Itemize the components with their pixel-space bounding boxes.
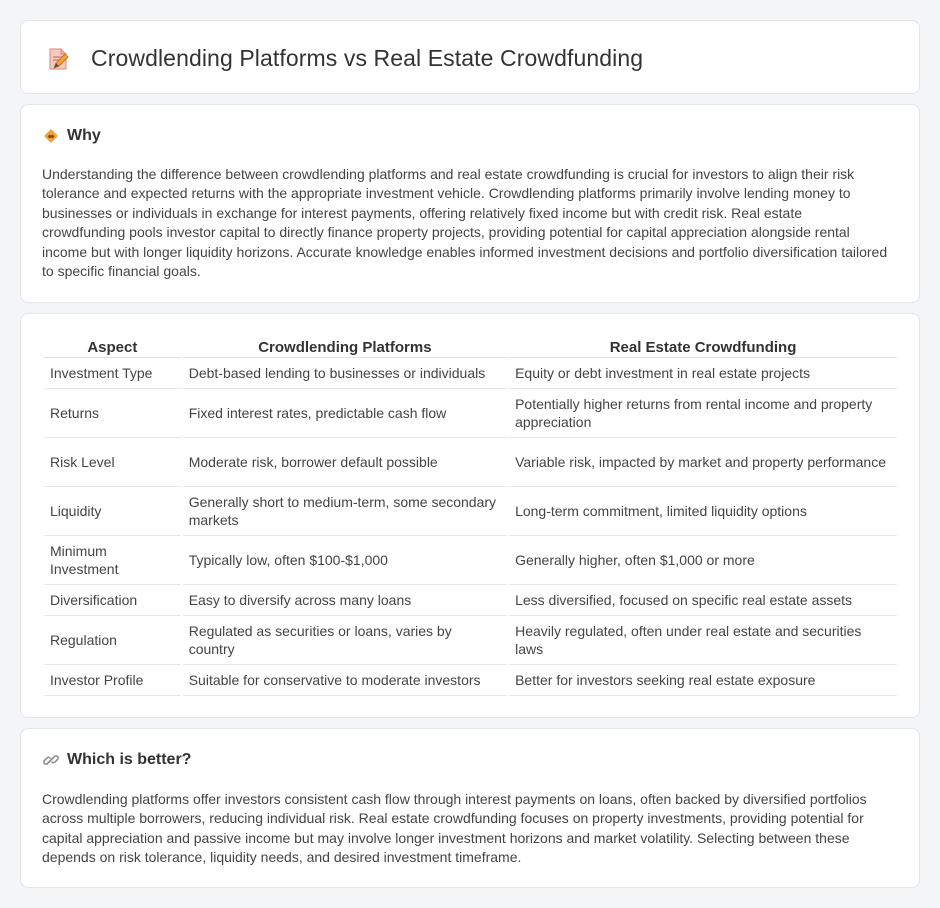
cell-real-estate: Heavily regulated, often under real estate and securities laws xyxy=(509,616,897,665)
cell-crowdlending: Typically low, often $100-$1,000 xyxy=(183,536,507,585)
table-row xyxy=(44,585,897,616)
cell-crowdlending: Fixed interest rates, predictable cash flow xyxy=(183,389,507,438)
cell-crowdlending: Suitable for conservative to moderate investors xyxy=(183,665,507,696)
why-text: Understanding the difference between crowdlending platforms and real estate crowdfunding is crucial for investors to align their risk tolerance and expected returns with the appropriate investment vehicle. Crowdlending platforms primarily involve lending money to businesses or individuals in exchange for interest payments, offering relatively fixed income but with credit risk. Real estate crowdfunding pools investor capital to directly finance property projects, providing potential for capital appreciation alongside rental income but with longer liquidity horizons. Accurate knowledge enables informed investment decisions and portfolio diversification tailored to specific financial goals. xyxy=(42,166,888,280)
which-text: Crowdlending platforms offer investors consistent cash flow through interest payments on loans, often backed by diversified portfolios across multiple borrowers, reducing individual risk. Real estate crowdfunding focuses on property investments, providing potential for capital appreciation and passive income but may involve longer investment horizons and market volatility. Selecting between these depends on risk tolerance, liquidity needs, and desired investment timeframe. xyxy=(42,791,867,866)
title-row xyxy=(45,45,643,72)
cell-aspect: Investor Profile xyxy=(44,665,181,696)
why-heading xyxy=(43,127,101,145)
cell-real-estate: Equity or debt investment in real estate projects xyxy=(509,358,897,389)
cell-real-estate: Variable risk, impacted by market and property performance xyxy=(509,438,897,487)
cell-aspect: Minimum Investment xyxy=(44,536,181,585)
table-row xyxy=(44,665,897,696)
table-row xyxy=(44,389,897,438)
comparison-table xyxy=(42,338,899,696)
table-header-row xyxy=(44,338,897,358)
why-title: Why xyxy=(67,127,101,144)
which-title: Which is better? xyxy=(67,751,192,768)
cell-crowdlending: Regulated as securities or loans, varies by country xyxy=(183,616,507,665)
table-row xyxy=(44,487,897,536)
header-crowdlending: Crowdlending Platforms xyxy=(183,338,507,358)
cell-aspect: Diversification xyxy=(44,585,181,616)
page-title: Crowdlending Platforms vs Real Estate Crowdfunding xyxy=(91,45,644,71)
cell-aspect: Regulation xyxy=(44,616,181,665)
cell-aspect: Liquidity xyxy=(44,487,181,536)
cell-aspect: Returns xyxy=(44,389,181,438)
cell-crowdlending: Generally short to medium-term, some secondary markets xyxy=(183,487,507,536)
header-real-estate: Real Estate Crowdfunding xyxy=(509,338,897,358)
cell-crowdlending: Moderate risk, borrower default possible xyxy=(183,438,507,487)
table-row xyxy=(44,616,897,665)
which-heading xyxy=(43,751,191,769)
table-row xyxy=(44,358,897,389)
header-aspect: Aspect xyxy=(44,338,181,358)
handshake-icon xyxy=(43,128,59,144)
link-icon xyxy=(43,752,59,768)
cell-crowdlending: Debt-based lending to businesses or individuals xyxy=(183,358,507,389)
header-card xyxy=(20,20,920,94)
cell-aspect: Risk Level xyxy=(44,438,181,487)
why-card xyxy=(20,104,920,303)
table-row xyxy=(44,438,897,487)
comparison-table-card xyxy=(20,313,920,718)
cell-real-estate: Less diversified, focused on specific real estate assets xyxy=(509,585,897,616)
cell-real-estate: Potentially higher returns from rental income and property appreciation xyxy=(509,389,897,438)
cell-real-estate: Generally higher, often $1,000 or more xyxy=(509,536,897,585)
cell-aspect: Investment Type xyxy=(44,358,181,389)
cell-real-estate: Better for investors seeking real estate exposure xyxy=(509,665,897,696)
cell-real-estate: Long-term commitment, limited liquidity options xyxy=(509,487,897,536)
document-pencil-icon xyxy=(45,46,71,72)
table-row xyxy=(44,536,897,585)
cell-crowdlending: Easy to diversify across many loans xyxy=(183,585,507,616)
which-card xyxy=(20,728,920,888)
